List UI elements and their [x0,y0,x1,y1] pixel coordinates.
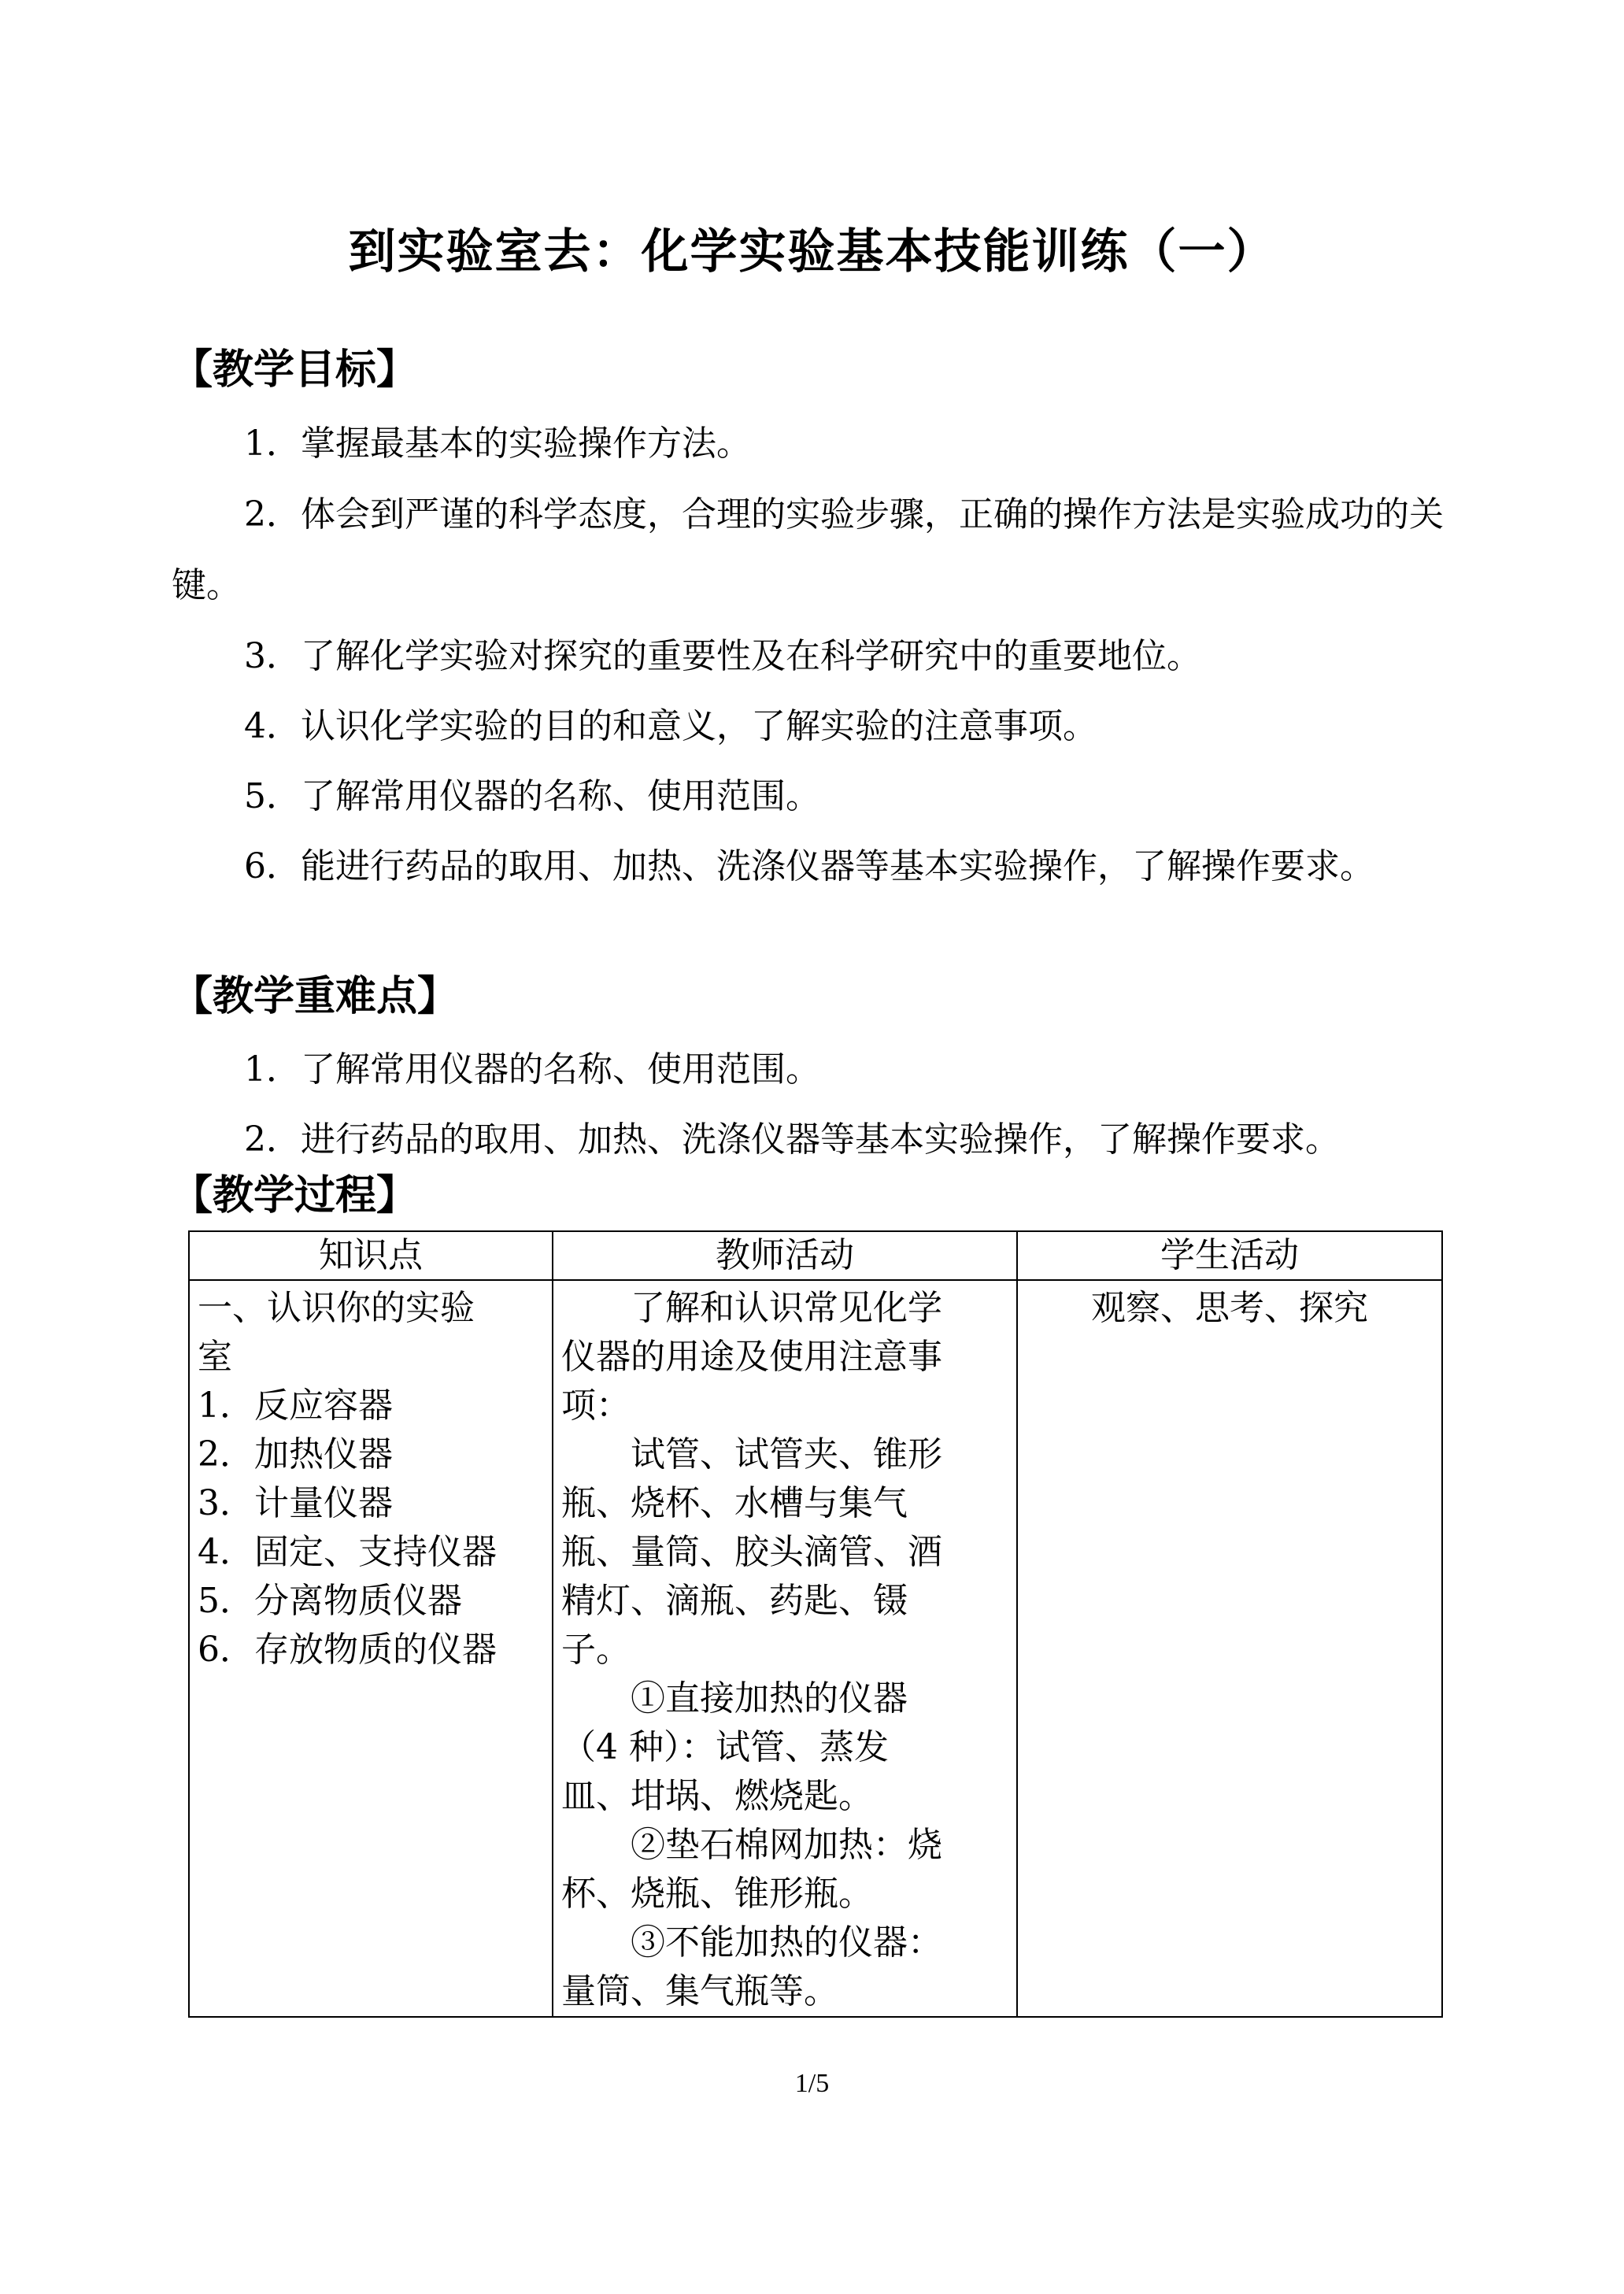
table-header-row [189,1231,1442,1280]
header-student-activity: 学生活动 [1017,1231,1442,1280]
knowledge-line: 一、认识你的实验 [198,1288,475,1328]
knowledge-cell [189,1280,553,2017]
teacher-line: 子。 [561,1630,631,1670]
header-knowledge: 知识点 [189,1231,553,1280]
teacher-activity-cell [553,1280,1017,2017]
objective-item-3: 3．了解化学实验对探究的重要性及在科学研究中的重要地位。 [244,636,1201,676]
objective-item-2: 2．体会到严谨的科学态度，合理的实验步骤，正确的操作方法是实验成功的关键。 [172,494,1444,605]
teacher-line: 量筒、集气瓶等。 [561,1971,838,2011]
teacher-line: 试管、试管夹、锥形 [631,1434,942,1474]
page-number: 1/5 [794,2069,830,2098]
knowledge-line: 1．反应容器 [198,1386,393,1426]
key-point-item-2: 2．进行药品的取用、加热、洗涤仪器等基本实验操作，了解操作要求。 [244,1119,1340,1160]
knowledge-line: 2．加热仪器 [198,1434,393,1474]
objective-item-6: 6．能进行药品的取用、加热、洗涤仪器等基本实验操作，了解操作要求。 [244,846,1374,886]
knowledge-line: 6．存放物质的仪器 [198,1630,497,1670]
header-teacher-activity: 教师活动 [553,1231,1017,1280]
objective-item-1: 1．掌握最基本的实验操作方法。 [244,424,751,464]
objectives-heading: 【教学目标】 [172,346,418,394]
teacher-line: ①直接加热的仪器 [631,1678,908,1719]
document-title: 到实验室去：化学实验基本技能训练（一） [348,224,1276,279]
teacher-line: 项： [561,1386,631,1426]
process-table [188,1230,1443,2018]
teacher-line: （4 种）：试管、蒸发 [561,1727,889,1767]
teacher-line: ②垫石棉网加热：烧 [631,1825,942,1865]
teacher-line: 杯、烧瓶、锥形瓶。 [561,1874,873,1914]
knowledge-line: 4．固定、支持仪器 [198,1532,497,1572]
objective-item-4: 4．认识化学实验的目的和意义，了解实验的注意事项。 [244,706,1097,746]
teacher-line: 瓶、烧杯、水槽与集气 [561,1483,908,1523]
knowledge-line: 室 [198,1337,232,1377]
table-row [189,1280,1442,2017]
teacher-line: 仪器的用途及使用注意事 [561,1337,942,1377]
knowledge-line: 5．分离物质仪器 [198,1581,462,1621]
key-points-heading: 【教学重难点】 [172,973,459,1020]
teacher-line: 皿、坩埚、燃烧匙。 [561,1776,873,1816]
teacher-line: 瓶、量筒、胶头滴管、酒 [561,1532,942,1572]
teacher-line: ③不能加热的仪器： [631,1922,942,1963]
key-point-item-1: 1．了解常用仪器的名称、使用范围。 [244,1049,820,1090]
teacher-line: 精灯、滴瓶、药匙、镊 [561,1581,908,1621]
objective-item-5: 5．了解常用仪器的名称、使用范围。 [244,776,820,816]
process-heading: 【教学过程】 [172,1172,418,1219]
teacher-line: 了解和认识常见化学 [631,1288,942,1328]
student-activity-cell [1017,1280,1442,2017]
knowledge-line: 3．计量仪器 [198,1483,393,1523]
student-activity-text: 观察、思考、探究 [1091,1288,1368,1328]
